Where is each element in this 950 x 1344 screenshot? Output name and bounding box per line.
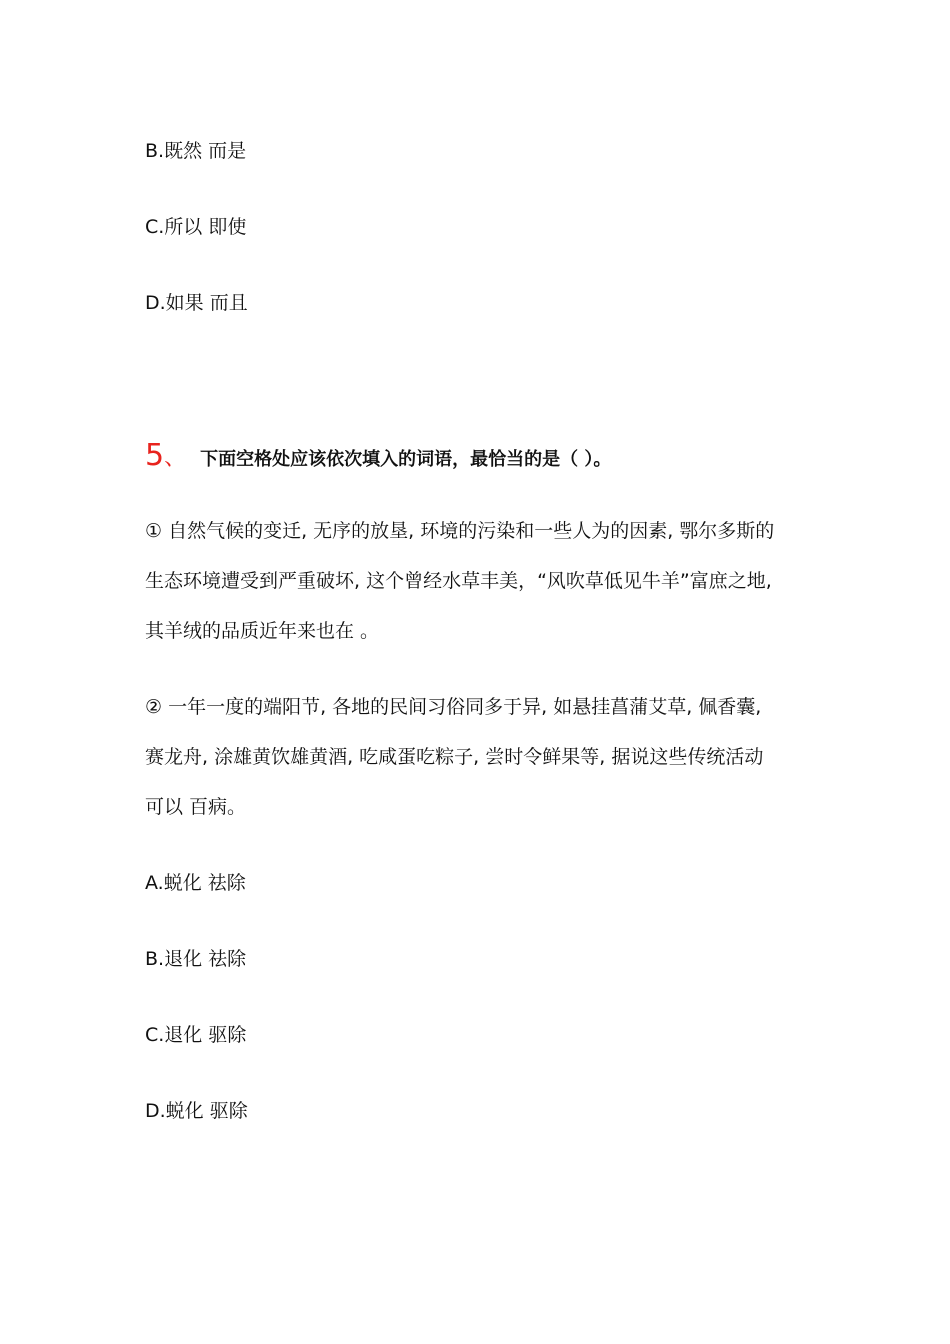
question-number: 5 — [145, 438, 165, 473]
passage-1-line-2: 生态环境遭受到严重破坏, 这个曾经水草丰美，“风吹草低见牛羊”富庶之地, — [145, 570, 772, 592]
prev-option-b: B.既然 而是 — [145, 140, 247, 162]
question-title: 下面空格处应该依次填入的词语，最恰当的是（ ）。 — [200, 449, 612, 470]
passage-1-line-3: 其羊绒的品质近年来也在 。 — [145, 620, 380, 642]
question-5-header — [145, 436, 611, 476]
passage-1-line-1: ① 自然气候的变迁, 无序的放垦, 环境的污染和一些人为的因素, 鄂尔多斯的 — [145, 520, 775, 542]
option-c: C.退化 驱除 — [145, 1024, 247, 1046]
option-b: B.退化 祛除 — [145, 948, 247, 970]
prev-option-c: C.所以 即使 — [145, 216, 247, 238]
passage-2-line-3: 可以 百病。 — [145, 796, 247, 818]
question-number-separator: 、 — [164, 446, 187, 471]
passage-2-line-2: 赛龙舟, 涂雄黄饮雄黄酒, 吃咸蛋吃粽子, 尝时令鲜果等, 据说这些传统活动 — [145, 746, 764, 768]
option-a: A.蜕化 祛除 — [145, 872, 246, 894]
prev-option-d: D.如果 而且 — [145, 292, 248, 314]
passage-2-line-1: ② 一年一度的端阳节, 各地的民间习俗同多于异, 如悬挂菖蒲艾草, 佩香囊, — [145, 696, 762, 718]
option-d: D.蜕化 驱除 — [145, 1100, 248, 1122]
